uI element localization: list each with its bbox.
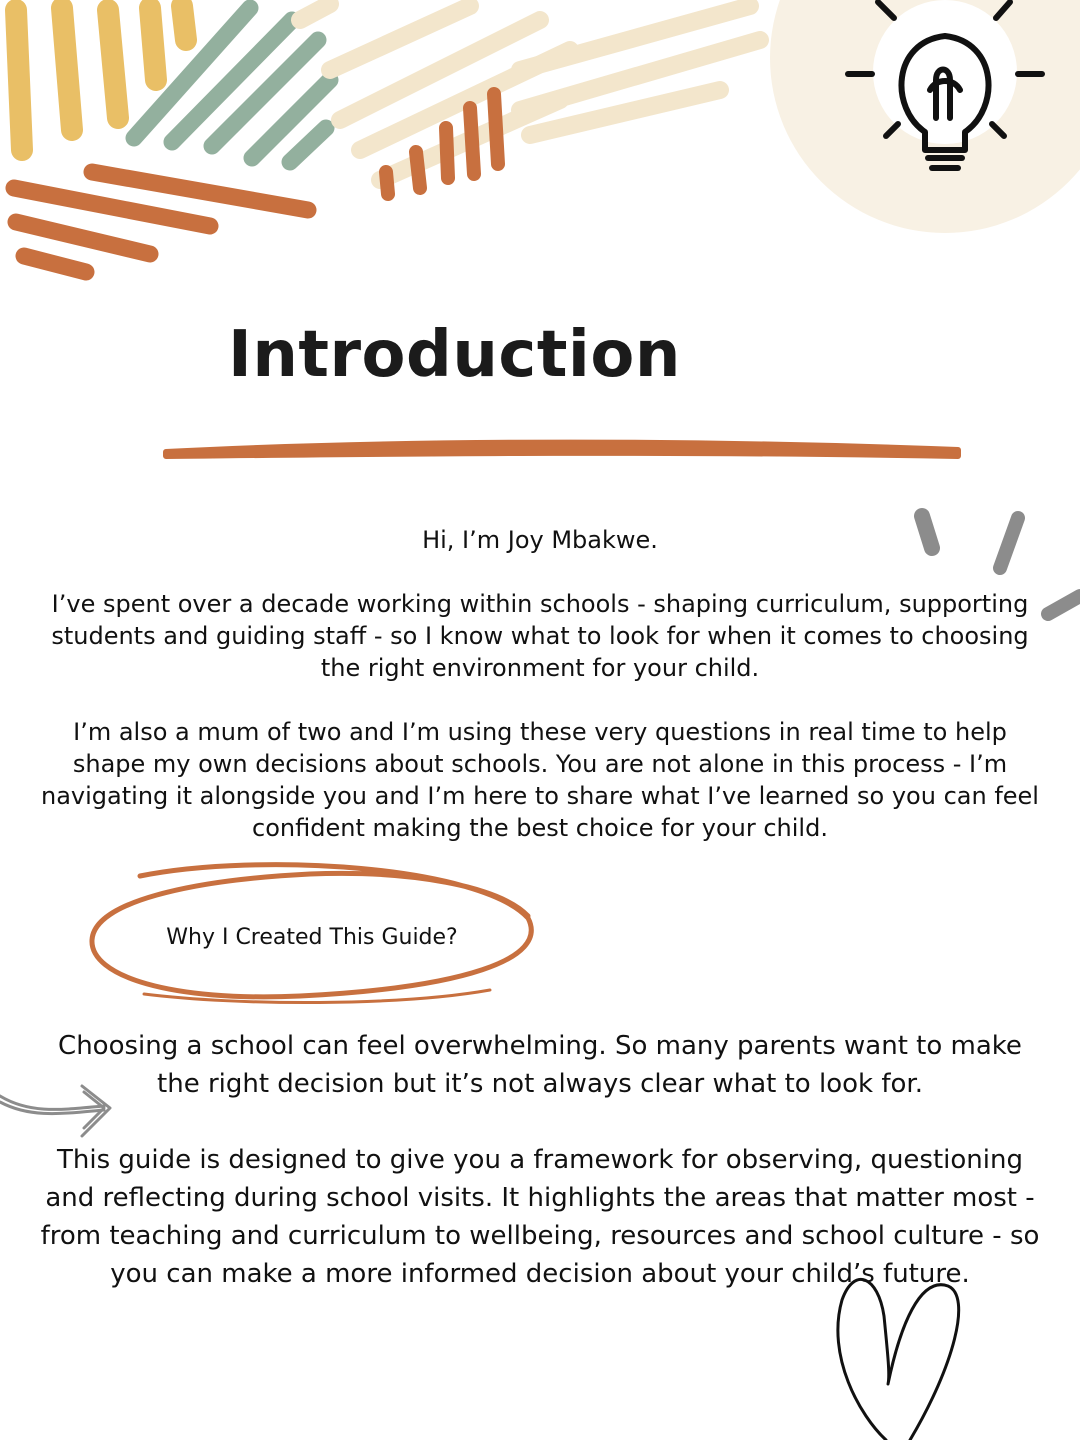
terracotta-stroke xyxy=(16,222,150,254)
intro-paragraph: I’ve spent over a decade working within schools - shaping curriculum, supporting students and guiding staff - so I know what to look for when it comes to choosing the right environment for your child. xyxy=(51,590,1029,682)
intro-paragraph: I’m also a mum of two and I’m using these very questions in real time to help shape my own decisions about schools. You are not alone in this process - I’m navigating it alongside you and I’m here to share what I’ve learned so you can feel confident making the best choice for your child. xyxy=(41,718,1039,842)
terracotta-tick xyxy=(494,94,498,164)
mustard-stroke xyxy=(108,10,118,118)
greeting: Hi, I’m Joy Mbakwe. xyxy=(422,526,658,554)
terracotta-stroke xyxy=(24,256,86,272)
sage-stroke xyxy=(290,128,326,162)
section-text xyxy=(40,1027,1040,1293)
heart-icon xyxy=(820,1256,980,1440)
section-paragraph: This guide is designed to give you a framework for observing, questioning and reflecting during school visits. It highlights the areas that matter most - from teaching and curriculum to wellbeing, resources and school culture - so you can make a more informed decision about your child’s future. xyxy=(40,1145,1040,1289)
mustard-stroke xyxy=(182,6,186,40)
section-heading: Why I Created This Guide? xyxy=(166,925,458,950)
terracotta-tick xyxy=(416,152,420,188)
terracotta-tick xyxy=(470,108,474,174)
lightbulb-decoration xyxy=(740,0,1080,240)
mustard-stroke xyxy=(62,8,72,130)
terracotta-tick xyxy=(386,172,388,194)
mustard-stroke xyxy=(150,8,156,80)
mustard-stroke xyxy=(16,10,22,150)
intro-text xyxy=(40,524,1040,844)
page-title: Introduction xyxy=(228,318,681,392)
title-underline xyxy=(160,432,966,464)
terracotta-tick xyxy=(446,128,448,178)
section-paragraph: Choosing a school can feel overwhelming. So many parents want to make the right decision but it’s not always clear what to look for. xyxy=(58,1031,1022,1099)
cream-stroke xyxy=(300,4,330,20)
